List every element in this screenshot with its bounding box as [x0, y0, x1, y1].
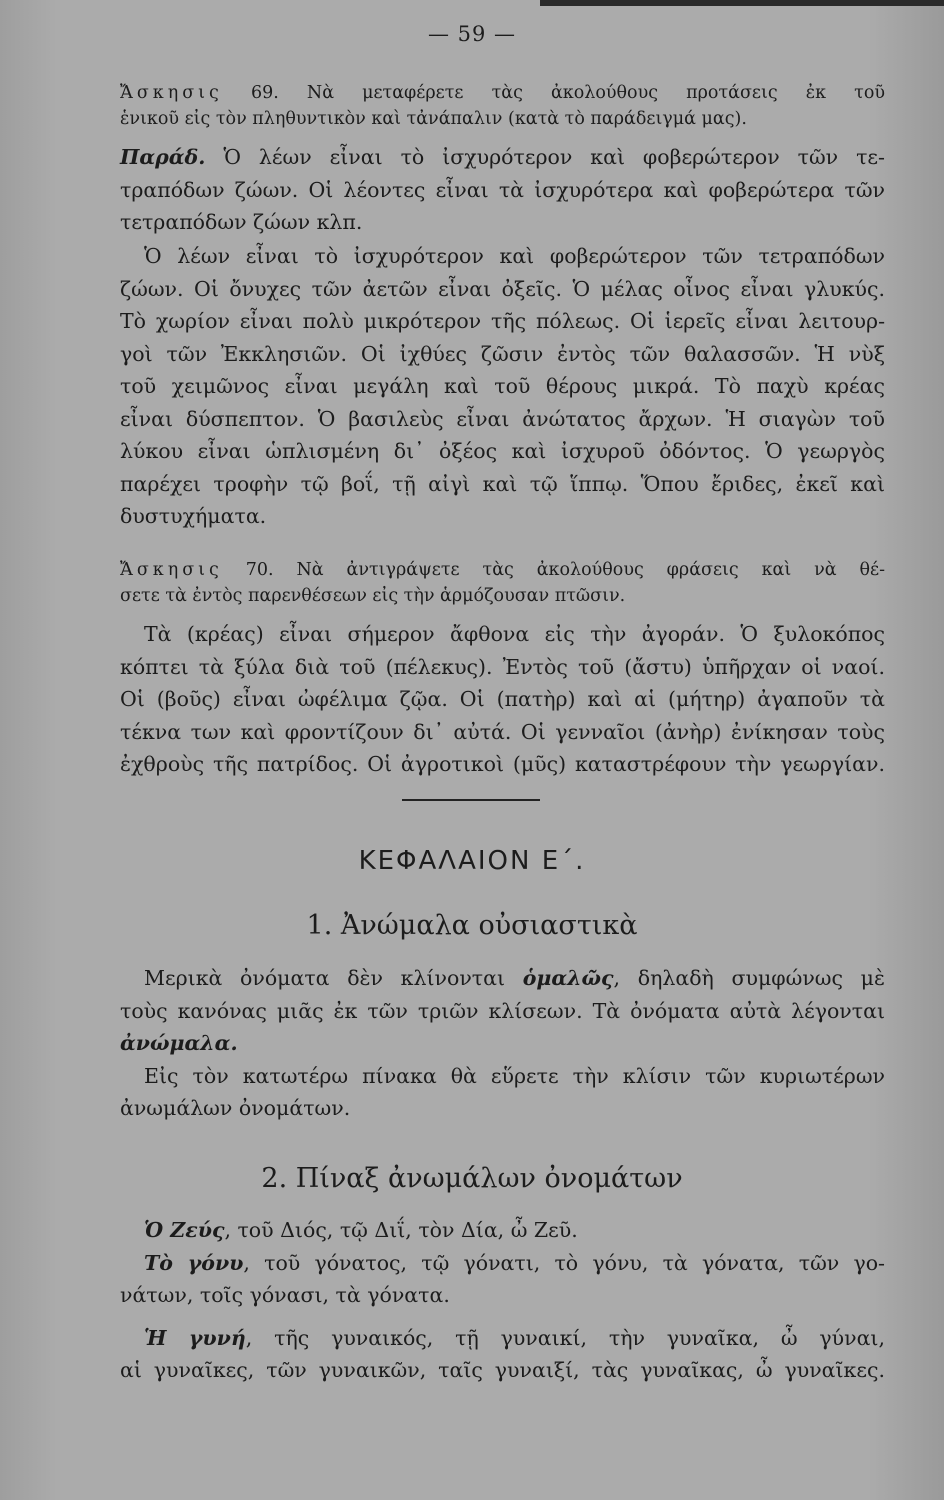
exercise-70-body	[120, 618, 885, 781]
exercise-69-instructions	[120, 80, 885, 132]
body-line: Τὰ (κρέας) εἶναι σήμερον ἄφθονα εἰς τὴν ἀγοράν. Ὁ ξυλοκόπος	[144, 622, 885, 646]
body-line: Ὁ λέων εἶναι τὸ ἰσχυρότερον καὶ φοβερώτερον τῶν τετραπόδων	[144, 244, 885, 268]
exercise-70-line-1-text: Νὰ ἀντιγράψετε τὰς ἀκολούθους φράσεις καὶ νὰ θέ-	[296, 560, 885, 580]
entry-gyni-head: Ἡ γυνή	[144, 1325, 246, 1350]
section-1-line-5: ἀνωμάλων ὀνομάτων.	[120, 1096, 351, 1120]
exercise-69-number: 69.	[250, 83, 279, 103]
exercise-70-line-1	[120, 557, 885, 583]
entry-gony-head: Τὸ γόνυ	[144, 1250, 244, 1275]
example-line-2: τραπόδων ζώων. Οἱ λέοντες εἶναι τὰ ἰσχυρότερα καὶ φοβερώτερα τῶν	[120, 177, 885, 202]
entry-zeus-head: Ὁ Ζεύς	[144, 1218, 225, 1242]
entry-gony	[120, 1247, 885, 1280]
body-line: λύκου εἶναι ὡπλισμένη δι᾽ ὀξέος καὶ ἰσχυροῦ ὀδόντος. Ὁ γεωργὸς	[120, 439, 885, 463]
example-line-3: τετραπόδων ζώων κλπ.	[120, 210, 363, 234]
example-line-1-text: Ὁ λέων εἶναι τὸ ἰσχυρότερον καὶ φοβερώτερον τῶν τε-	[223, 145, 885, 169]
exercise-69-label: Ἄσκησις	[120, 83, 223, 103]
body-line: Οἱ (βοῦς) εἶναι ὠφέλιμα ζῷα. Οἱ (πατὴρ) καὶ αἱ (μήτηρ) ἀγαποῦν τὰ	[120, 687, 885, 711]
body-line: δυστυχήματα.	[120, 504, 267, 528]
scan-edge-strip	[540, 0, 944, 6]
emphasis-regularly: ὁμαλῶς	[522, 966, 614, 990]
exercise-70-label: Ἄσκησις	[120, 560, 223, 580]
chapter-title: ΚΕΦΑΛΑΙΟΝ Ε΄.	[358, 846, 586, 876]
exercise-69-line-1	[120, 80, 885, 106]
section-1-line-1	[120, 962, 885, 995]
exercise-69-example	[120, 141, 885, 239]
section-1-text	[120, 962, 885, 1125]
exercise-69-line-2: ἑνικοῦ εἰς τὸν πληθυντικὸν καὶ τἀνάπαλιν (κατὰ τὸ παράδειγμά μας).	[120, 109, 747, 129]
s1-text-c: , δηλαδὴ συμφώνως μὲ	[613, 966, 885, 990]
s1-text-a: Μερικὰ ὀνόματα δὲν κλίνονται	[144, 966, 506, 990]
entry-gyni-line-2: αἱ γυναῖκες, τῶν γυναικῶν, ταῖς γυναιξί, τὰς γυναῖκας, ὦ γυναῖκες.	[120, 1358, 885, 1382]
entry-gyni	[120, 1322, 885, 1355]
exercise-70-number: 70.	[245, 560, 274, 580]
section-2-title: 2. Πίναξ ἀνωμάλων ὀνομάτων	[261, 1163, 683, 1194]
exercise-70-instructions	[120, 557, 885, 609]
exercise-69-line-1-text: Νὰ μεταφέρετε τὰς ἀκολούθους προτάσεις ἐκ τοῦ	[306, 83, 885, 103]
entry-gyni-forms: , τῆς γυναικός, τῇ γυναικί, τὴν γυναῖκα, ὦ γύναι,	[245, 1325, 885, 1350]
section-1-line-2: τοὺς κανόνας μιᾶς ἐκ τῶν τριῶν κλίσεων. Τὰ ὀνόματα αὐτὰ λέγονται	[120, 998, 885, 1023]
body-line: παρέχει τροφὴν τῷ βοΐ, τῇ αἰγὶ καὶ τῷ ἵππῳ. Ὅπου ἔριδες, ἐκεῖ καὶ	[120, 471, 885, 496]
body-line: τέκνα των καὶ φροντίζουν δι᾽ αὐτά. Οἱ γενναῖοι (ἀνὴρ) ἐνίκησαν τοὺς	[120, 719, 885, 744]
body-line: ἐχθροὺς τῆς πατρίδος. Οἱ ἀγροτικοὶ (μῦς) καταστρέφουν τὴν γεωργίαν.	[120, 752, 885, 776]
body-line: τοῦ χειμῶνος εἶναι μεγάλη καὶ τοῦ θέρους μικρά. Τὸ παχὺ κρέας	[120, 374, 885, 398]
body-line: κόπτει τὰ ξύλα διὰ τοῦ (πέλεκυς). Ἐντὸς τοῦ (ἄστυ) ὑπῆρχαν οἱ ναοί.	[120, 654, 885, 679]
exercise-70-line-2: σετε τὰ ἐντὸς παρενθέσεων εἰς τὴν ἁρμόζουσαν πτῶσιν.	[120, 586, 626, 606]
exercise-69-body	[120, 240, 885, 533]
body-line: εἶναι δύσπεπτον. Ὁ βασιλεὺς εἶναι ἀνώτατος ἄρχων. Ἡ σιαγὼν τοῦ	[120, 406, 885, 431]
section-1-line-4: Εἰς τὸν κατωτέρω πίνακα θὰ εὕρετε τὴν κλίσιν τῶν κυριωτέρων	[144, 1063, 885, 1088]
example-label: Παράδ.	[120, 145, 206, 169]
entry-zeus-forms: , τοῦ Διός, τῷ Διΐ, τὸν Δία, ὦ Ζεῦ.	[224, 1218, 578, 1242]
example-line-1	[120, 141, 885, 174]
entry-gony-forms: , τοῦ γόνατος, τῷ γόνατι, τὸ γόνυ, τὰ γόνατα, τῶν γο-	[243, 1250, 885, 1275]
body-line: ζώων. Οἱ ὄνυχες τῶν ἀετῶν εἶναι ὀξεῖς. Ὁ μέλας οἶνος εἶναι γλυκύς.	[120, 276, 885, 301]
page-number: — 59 —	[427, 22, 517, 46]
irregular-nouns-table	[120, 1214, 885, 1387]
body-line: Τὸ χωρίον εἶναι πολὺ μικρότερον τῆς πόλεως. Οἱ ἱερεῖς εἶναι λειτουρ-	[120, 309, 885, 333]
body-line: γοὶ τῶν Ἐκκλησιῶν. Οἱ ἰχθύες ζῶσιν ἐντὸς τῶν θαλασσῶν. Ἡ νὺξ	[120, 341, 885, 366]
emphasis-irregular: ἀνώμαλα.	[120, 1031, 238, 1055]
section-divider	[402, 799, 540, 801]
section-1-title: 1. Ἀνώμαλα οὐσιαστικὰ	[306, 910, 638, 941]
entry-gony-line-2: νάτων, τοῖς γόνασι, τὰ γόνατα.	[120, 1283, 450, 1307]
entry-zeus	[120, 1214, 885, 1247]
